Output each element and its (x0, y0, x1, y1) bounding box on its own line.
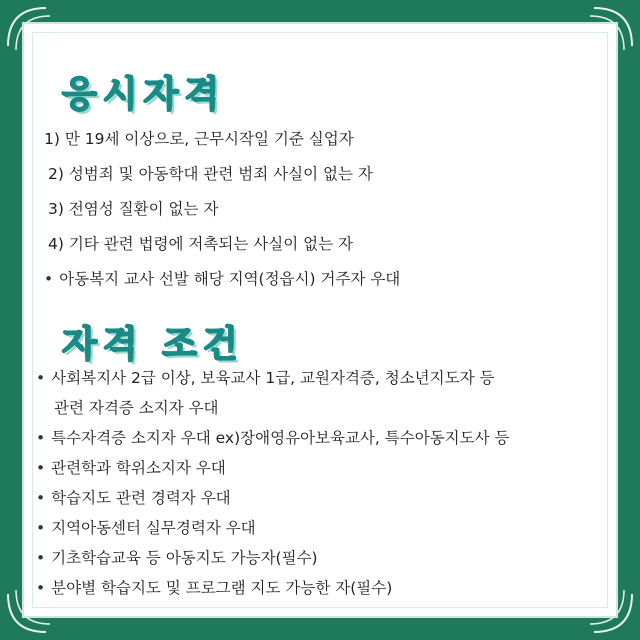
list-item (36, 516, 256, 538)
list-item (36, 486, 231, 508)
bullet-icon: • (36, 459, 46, 477)
list-item-text: 특수자격증 소지자 우대 ex)장애영유아보육교사, 특수아동지도사 등 (51, 429, 510, 447)
bullet-icon: • (44, 270, 54, 288)
list-item-text: 사회복지사 2급 이상, 보육교사 1급, 교원자격증, 청소년지도자 등 (51, 369, 495, 387)
list-item-text: 기초학습교육 등 아동지도 가능자(필수) (51, 549, 318, 567)
list-item: 4) 기타 관련 법령에 저촉되는 사실이 없는 자 (48, 235, 353, 253)
section2-title: 자격 조건 (62, 324, 244, 365)
list-item: 1) 만 19세 이상으로, 근무시작일 기준 실업자 (44, 130, 354, 148)
list-item (36, 576, 392, 598)
list-item-text: 관련학과 학위소지자 우대 (51, 459, 226, 477)
list-item: 3) 전염성 질환이 없는 자 (48, 200, 219, 218)
bullet-icon: • (36, 369, 46, 387)
bullet-icon: • (36, 489, 46, 507)
list-item (36, 426, 509, 448)
list-item-text: 지역아동센터 실무경력자 우대 (51, 519, 256, 537)
list-item (36, 546, 318, 568)
bullet-icon: • (36, 519, 46, 537)
bullet-icon: • (36, 579, 46, 597)
list-item: 관련 자격증 소지자 우대 (54, 399, 219, 417)
list-item: 2) 성범죄 및 아동학대 관련 범죄 사실이 없는 자 (48, 165, 373, 183)
section1-title: 응시자격 (62, 74, 226, 115)
bullet-icon: • (36, 429, 46, 447)
list-item (36, 366, 494, 388)
list-item (44, 267, 400, 289)
content-card (22, 22, 618, 618)
list-item-text: 아동복지 교사 선발 해당 지역(정읍시) 거주자 우대 (59, 270, 401, 288)
bullet-icon: • (36, 549, 46, 567)
list-item-text: 분야별 학습지도 및 프로그램 지도 가능한 자(필수) (51, 579, 393, 597)
list-item (36, 456, 226, 478)
list-item-text: 학습지도 관련 경력자 우대 (51, 489, 231, 507)
